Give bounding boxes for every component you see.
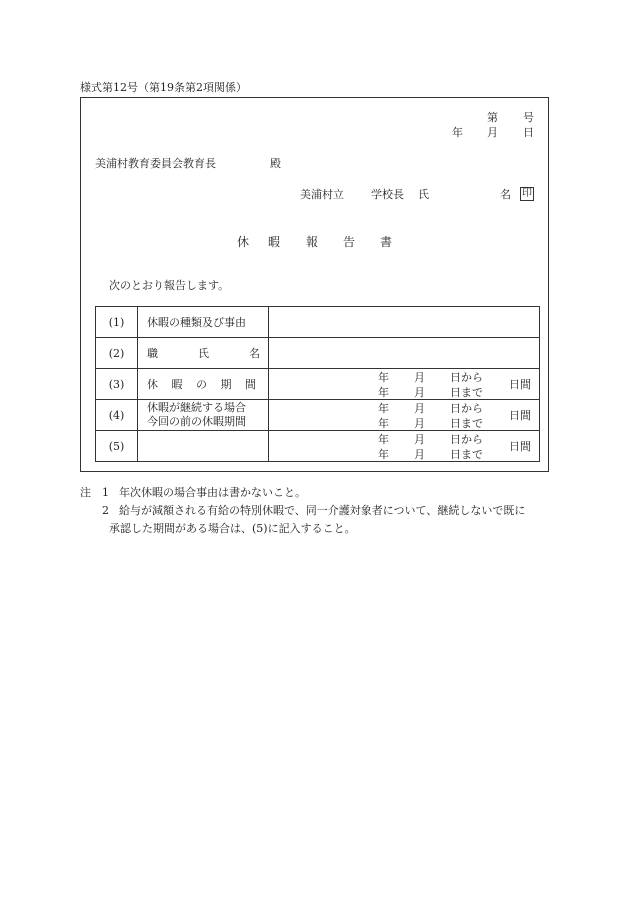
doc-heading-char-1: 休 [237, 235, 250, 249]
label-char: 名 [249, 347, 260, 360]
label-char: 暇 [171, 378, 183, 391]
doc-heading-char-2: 暇 [268, 235, 281, 249]
period-days: 日間 [509, 409, 531, 422]
entry-cell[interactable] [269, 307, 540, 338]
row-label [138, 369, 269, 400]
row-label[interactable] [138, 431, 269, 462]
form-number-title: 様式第12号（第19条第2項関係） [80, 81, 247, 94]
label-line-1: 休暇が継続する場合 [147, 401, 246, 414]
period-to-month: 月 [414, 448, 425, 461]
period-cell[interactable] [269, 431, 540, 462]
label-char: 間 [245, 378, 256, 391]
seal-text: 印 [522, 188, 532, 199]
label-line-2: 今回の前の休暇期間 [147, 415, 246, 428]
doc-number-gou: 号 [523, 111, 534, 124]
period-from-day: 日から [450, 433, 483, 446]
period-from-year: 年 [378, 371, 389, 384]
period-to-year: 年 [378, 417, 389, 430]
period-to-day: 日まで [450, 448, 483, 461]
period-from-month: 月 [414, 371, 425, 384]
entry-cell[interactable] [269, 338, 540, 369]
row-label [138, 400, 269, 431]
label-char: 職 [147, 347, 158, 360]
note-text: 年次休暇の場合事由は書かないこと。 [119, 486, 306, 499]
label-char: 氏 [198, 347, 209, 360]
table-row [96, 369, 540, 400]
row-number: (1) [96, 307, 138, 338]
sender-shi: 氏 [418, 188, 429, 201]
date-month: 月 [487, 126, 498, 139]
row-number: (2) [96, 338, 138, 369]
row-number: (5) [96, 431, 138, 462]
addressee-honorific: 殿 [270, 157, 281, 170]
label-char: 休 [147, 378, 158, 391]
doc-number-dai: 第 [487, 111, 498, 124]
label-char: 期 [220, 378, 232, 391]
row-number: (4) [96, 400, 138, 431]
period-to-month: 月 [414, 386, 425, 399]
row-label: 休暇の種類及び事由 [138, 307, 269, 338]
period-days: 日間 [509, 378, 531, 391]
row-number: (3) [96, 369, 138, 400]
intro-text: 次のとおり報告します。 [109, 279, 230, 292]
table-row [96, 431, 540, 462]
leave-report-table [95, 306, 540, 462]
doc-heading-char-3: 報 [306, 235, 319, 249]
period-to-day: 日まで [450, 386, 483, 399]
period-days: 日間 [509, 440, 531, 453]
date-day: 日 [523, 126, 534, 139]
note-number: 2 [102, 504, 109, 517]
period-to-day: 日まで [450, 417, 483, 430]
table-row [96, 400, 540, 431]
table-row [96, 307, 540, 338]
addressee-name: 美浦村教育委員会教育長 [95, 157, 216, 170]
note-text-continued: 承認した期間がある場合は、(5)に記入すること。 [109, 522, 356, 535]
period-from-day: 日から [450, 402, 483, 415]
sender-school-prefix: 美浦村立 [300, 188, 344, 201]
period-cell[interactable] [269, 369, 540, 400]
doc-heading-char-5: 書 [380, 235, 393, 249]
period-to-year: 年 [378, 448, 389, 461]
doc-heading-char-4: 告 [343, 235, 356, 249]
notes-prefix: 注 [80, 486, 91, 499]
date-year: 年 [452, 126, 463, 139]
sender-title: 学校長 [371, 188, 404, 201]
period-to-year: 年 [378, 386, 389, 399]
period-from-day: 日から [450, 371, 483, 384]
table-row [96, 338, 540, 369]
notes [80, 484, 550, 538]
period-from-year: 年 [378, 402, 389, 415]
sender-mei: 名 [500, 188, 511, 201]
period-from-year: 年 [378, 433, 389, 446]
note-text: 給与が減額される有給の特別休暇で、同一介護対象者について、継続しないで既に [119, 504, 526, 517]
seal-mark [520, 187, 534, 201]
row-label [138, 338, 269, 369]
period-from-month: 月 [414, 433, 425, 446]
note-number: 1 [102, 486, 109, 499]
period-from-month: 月 [414, 402, 425, 415]
period-to-month: 月 [414, 417, 425, 430]
label-char: の [196, 378, 207, 391]
period-cell[interactable] [269, 400, 540, 431]
